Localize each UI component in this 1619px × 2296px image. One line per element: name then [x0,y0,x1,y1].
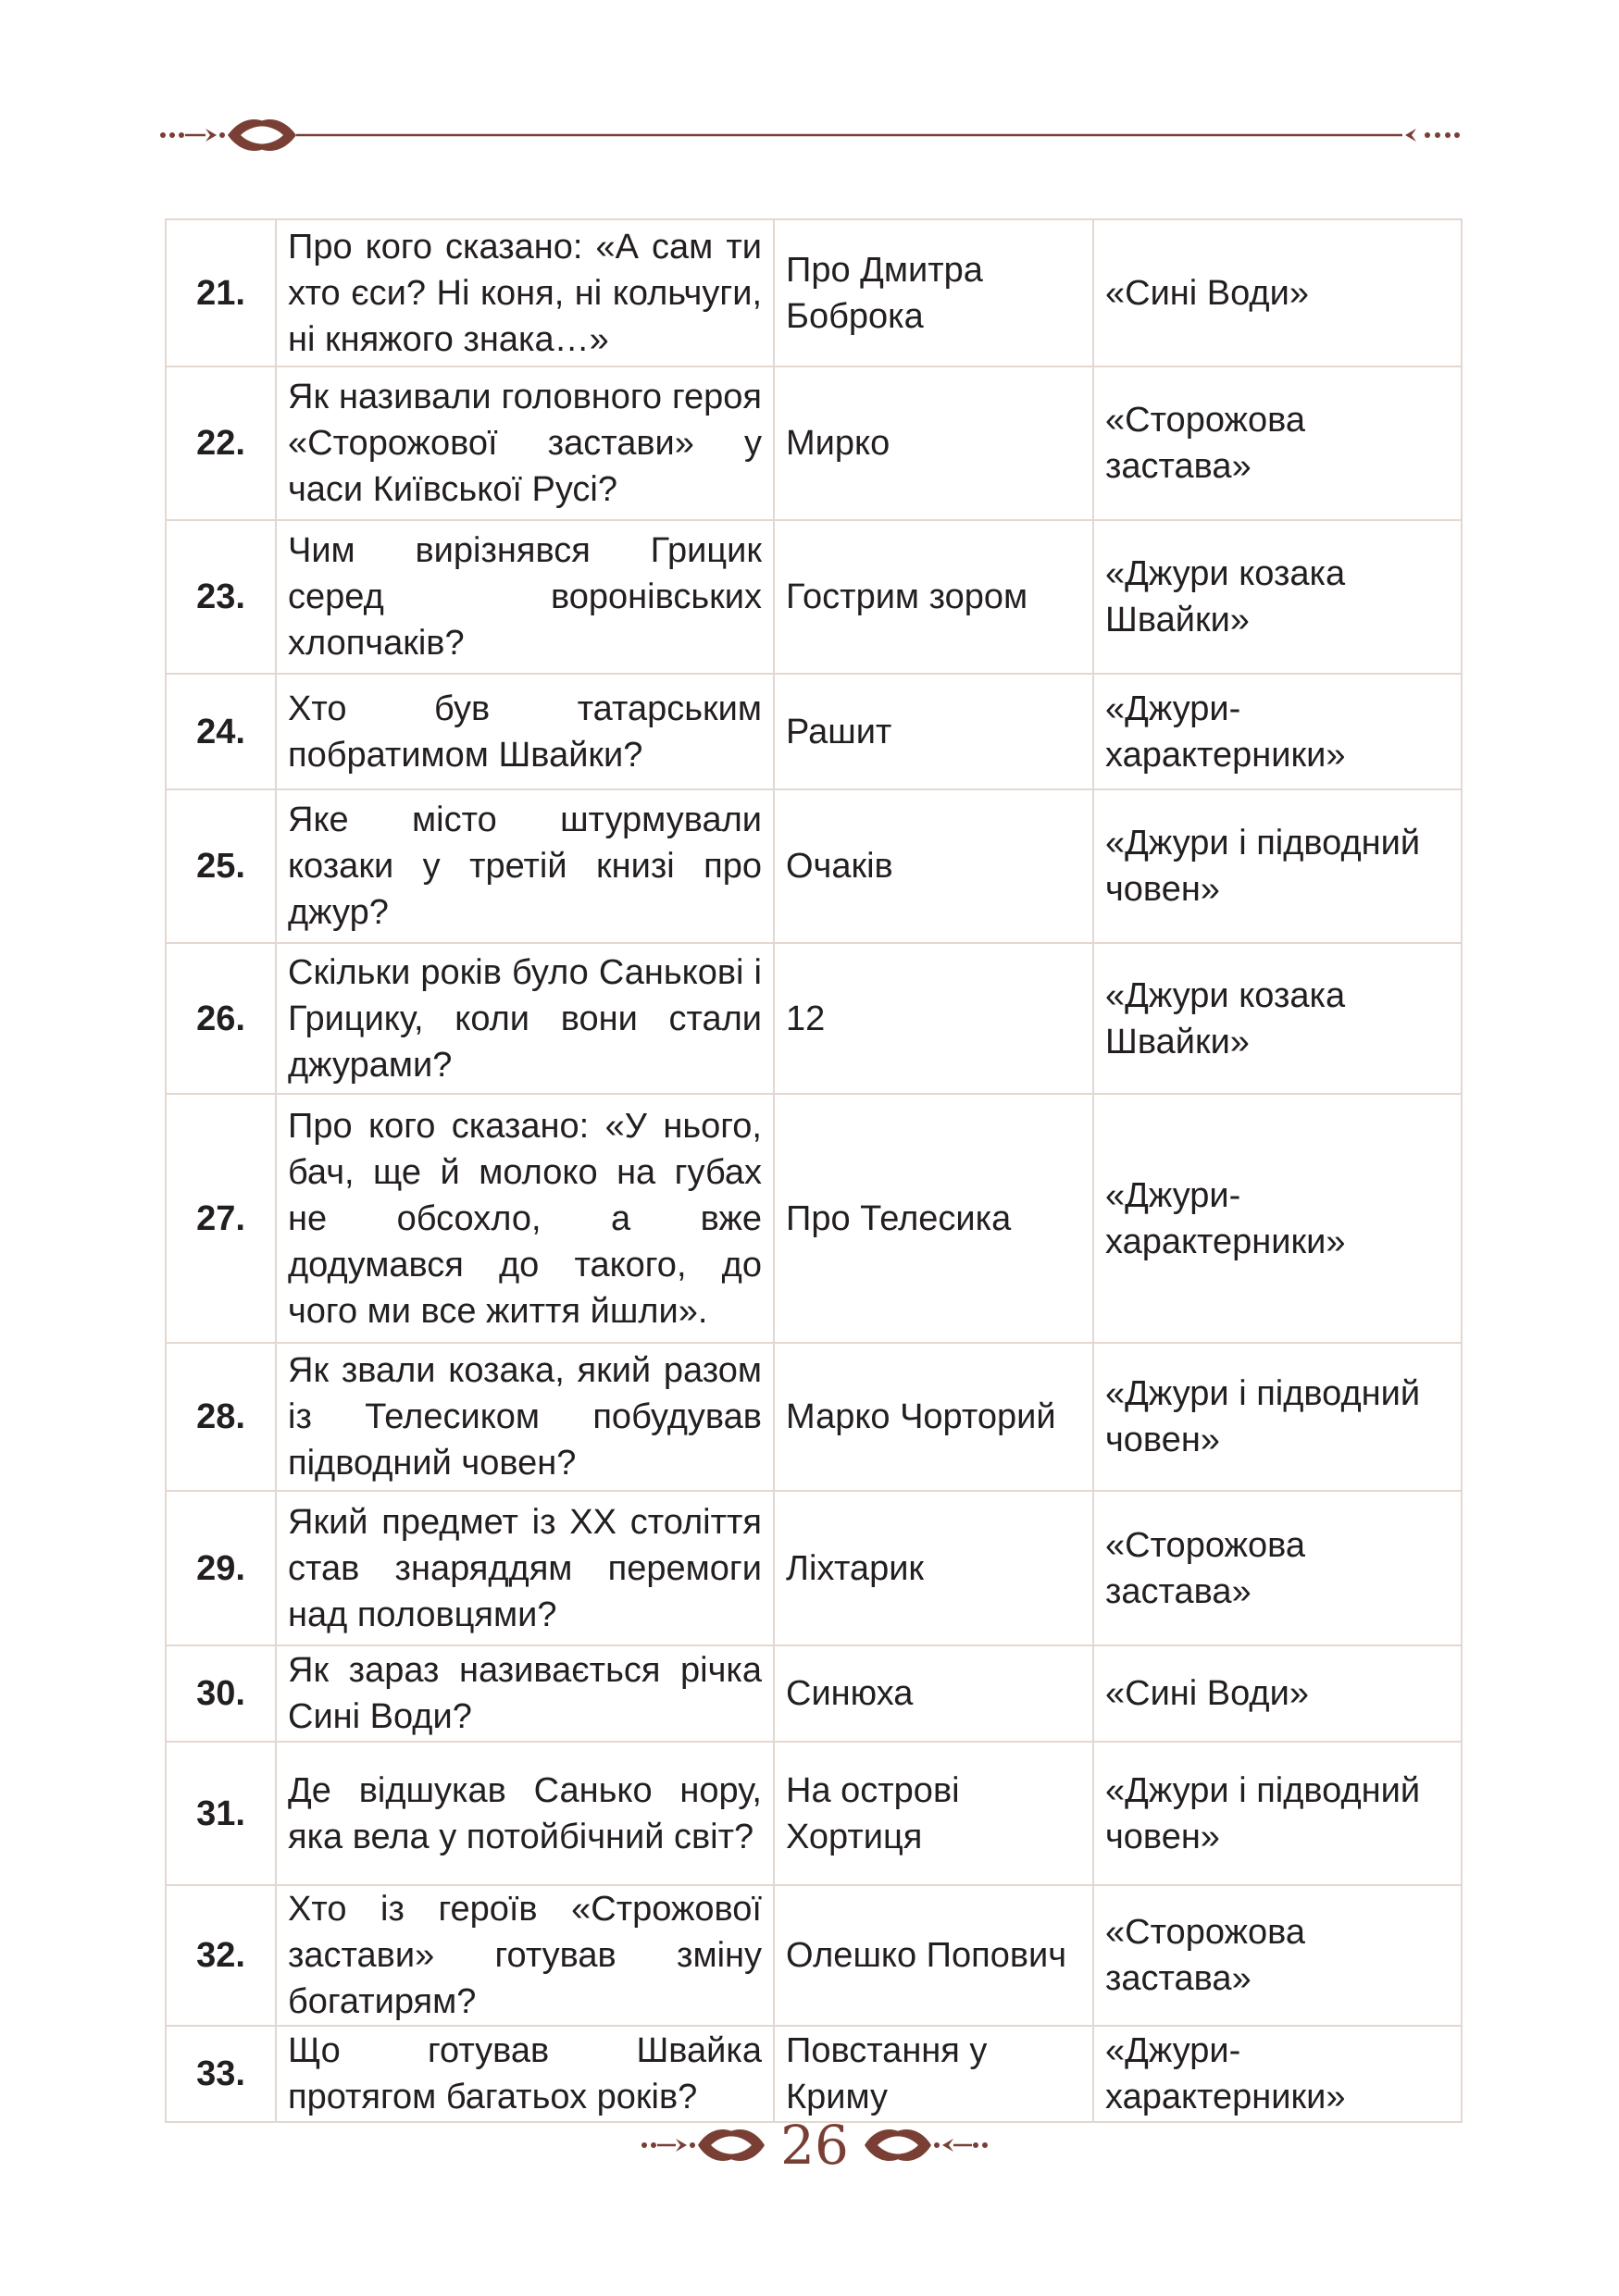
book-title: «Сторожова застава» [1093,1885,1462,2026]
question-number: 30. [166,1645,276,1742]
question-number: 28. [166,1343,276,1491]
question-number: 32. [166,1885,276,2026]
quiz-table [165,218,1463,2123]
answer-text: На острові Хортиця [774,1742,1093,1885]
table-row [166,520,1462,674]
book-title: «Джури-характерники» [1093,2026,1462,2122]
answer-text: Синюха [774,1645,1093,1742]
book-title: «Джури козака Швайки» [1093,943,1462,1094]
question-text: Яке місто штурмували козаки у третій книзі про джур? [276,789,774,943]
table-row [166,1094,1462,1343]
table-row [166,1742,1462,1885]
answer-text: Ліхтарик [774,1491,1093,1645]
question-text: Як звали козака, який разом із Телесиком побудував підводний човен? [276,1343,774,1491]
book-title: «Сторожова застава» [1093,1491,1462,1645]
question-number: 29. [166,1491,276,1645]
book-title: «Сині Води» [1093,219,1462,366]
answer-text: Очаків [774,789,1093,943]
question-text: Чим вирізнявся Грицик серед воронівських хлопчаків? [276,520,774,674]
book-title: «Джури козака Швайки» [1093,520,1462,674]
table-row [166,219,1462,366]
question-number: 27. [166,1094,276,1343]
question-text: Як зараз називається річка Сині Води? [276,1645,774,1742]
question-text: Про кого сказано: «У нього, бач, ще й молоко на губах не обсохло, а вже додумався до такого, до чого ми все життя йшли». [276,1094,774,1343]
table-row [166,1343,1462,1491]
question-number: 25. [166,789,276,943]
question-number: 23. [166,520,276,674]
question-text: Скільки років було Санькові і Грицику, коли вони стали джурами? [276,943,774,1094]
question-text: Про кого сказано: «А сам ти хто єси? Ні коня, ні кольчуги, ні княжого знака…» [276,219,774,366]
table-row [166,1645,1462,1742]
table-row [166,943,1462,1094]
book-title: «Джури і підводний човен» [1093,1742,1462,1885]
book-title: «Джури-характерники» [1093,1094,1462,1343]
question-number: 24. [166,674,276,789]
answer-text: Рашит [774,674,1093,789]
book-title: «Сторожова застава» [1093,366,1462,520]
question-text: Хто був татарським побратимом Швайки? [276,674,774,789]
question-text: Хто із героїв «Строжової застави» готував зміну богатирям? [276,1885,774,2026]
answer-text: Марко Чорторий [774,1343,1093,1491]
answer-text: Олешко Попович [774,1885,1093,2026]
answer-text: Мирко [774,366,1093,520]
book-title: «Джури і підводний човен» [1093,789,1462,943]
question-text: Що готував Швайка протягом багатьох років? [276,2026,774,2122]
table-row [166,674,1462,789]
book-title: «Джури і підводний човен» [1093,1343,1462,1491]
question-text: Як називали головного героя «Сторожової застави» у часи Київської Русі? [276,366,774,520]
answer-text: Повстання у Криму [774,2026,1093,2122]
table-row [166,1885,1462,2026]
answer-text: Про Дмитра Боброка [774,219,1093,366]
question-text: Який предмет із XX століття став знаряддям перемоги над половцями? [276,1491,774,1645]
question-text: Де відшукав Санько нору, яка вела у потойбічний світ? [276,1742,774,1885]
page-number: 26 [780,2114,849,2177]
book-title: «Сині Води» [1093,1645,1462,1742]
question-number: 31. [166,1742,276,1885]
answer-text: 12 [774,943,1093,1094]
question-number: 21. [166,219,276,366]
book-title: «Джури-характерники» [1093,674,1462,789]
answer-text: Гострим зором [774,520,1093,674]
table-row [166,789,1462,943]
question-number: 22. [166,366,276,520]
table-row [166,366,1462,520]
answer-text: Про Телесика [774,1094,1093,1343]
question-number: 26. [166,943,276,1094]
table-row [166,1491,1462,1645]
question-number: 33. [166,2026,276,2122]
header-rule-ornament-icon [157,109,1463,161]
